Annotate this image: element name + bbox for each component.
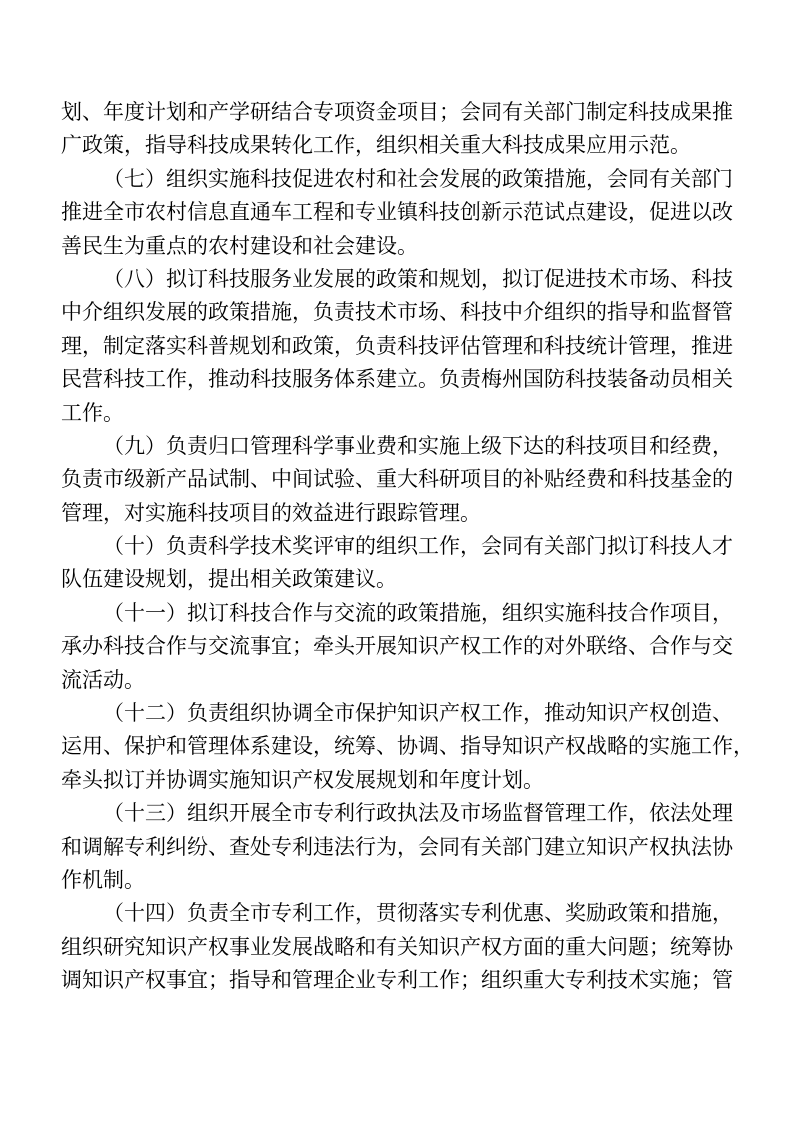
text-line: 组织研究知识产权事业发展战略和有关知识产权方面的重大问题；统筹协 bbox=[61, 934, 733, 959]
text-line: （十三）组织开展全市专利行政执法及市场监督管理工作，依法处理 bbox=[103, 801, 733, 826]
text-line: （八）拟订科技服务业发展的政策和规划，拟订促进技术市场、科技 bbox=[103, 266, 733, 291]
text-line: 流活动。 bbox=[61, 667, 145, 692]
text-line: （十四）负责全市专利工作，贯彻落实专利优惠、奖励政策和措施， bbox=[103, 901, 733, 926]
paragraph bbox=[61, 163, 733, 263]
text-line: 工作。 bbox=[61, 400, 124, 425]
paragraph bbox=[61, 797, 733, 897]
text-line: 理，制定落实科普规划和政策，负责科技评估管理和科技统计管理，推进 bbox=[61, 333, 733, 358]
paragraph bbox=[61, 697, 754, 797]
paragraph bbox=[61, 597, 733, 697]
text-line: 善民生为重点的农村建设和社会建设。 bbox=[61, 233, 418, 258]
text-line: （十）负责科学技术奖评审的组织工作，会同有关部门拟订科技人才 bbox=[103, 534, 733, 559]
text-line: 推进全市农村信息直通车工程和专业镇科技创新示范试点建设，促进以改 bbox=[61, 200, 733, 225]
text-line: （九）负责归口管理科学事业费和实施上级下达的科技项目和经费， bbox=[103, 433, 733, 458]
text-line: 广政策，指导科技成果转化工作，组织相关重大科技成果应用示范。 bbox=[61, 133, 691, 158]
text-line: （十二）负责组织协调全市保护知识产权工作，推动知识产权创造、 bbox=[103, 701, 733, 726]
text-line: （十一）拟订科技合作与交流的政策措施，组织实施科技合作项目， bbox=[103, 600, 733, 625]
paragraph bbox=[61, 530, 733, 597]
text-line: 管理，对实施科技项目的效益进行跟踪管理。 bbox=[61, 500, 481, 525]
text-line: 作机制。 bbox=[61, 867, 145, 892]
text-line: 中介组织发展的政策措施，负责技术市场、科技中介组织的指导和监督管 bbox=[61, 300, 733, 325]
text-line: （七）组织实施科技促进农村和社会发展的政策措施，会同有关部门 bbox=[103, 166, 733, 191]
text-line: 运用、保护和管理体系建设，统筹、协调、指导知识产权战略的实施工作， bbox=[61, 734, 754, 759]
text-line: 民营科技工作，推动科技服务体系建立。负责梅州国防科技装备动员相关 bbox=[61, 367, 733, 392]
text-line: 队伍建设规划，提出相关政策建议。 bbox=[61, 567, 397, 592]
paragraph bbox=[61, 263, 733, 430]
paragraph bbox=[61, 96, 733, 163]
text-line: 和调解专利纠纷、查处专利违法行为，会同有关部门建立知识产权执法协 bbox=[61, 834, 733, 859]
text-line: 牵头拟订并协调实施知识产权发展规划和年度计划。 bbox=[61, 767, 544, 792]
text-line: 负责市级新产品试制、中间试验、重大科研项目的补贴经费和科技基金的 bbox=[61, 467, 733, 492]
text-line: 承办科技合作与交流事宜；牵头开展知识产权工作的对外联络、合作与交 bbox=[61, 634, 733, 659]
paragraph bbox=[61, 430, 733, 530]
text-line: 划、年度计划和产学研结合专项资金项目；会同有关部门制定科技成果推 bbox=[61, 100, 733, 124]
paragraph bbox=[61, 897, 733, 997]
document-body bbox=[61, 96, 754, 998]
text-line: 调知识产权事宜；指导和管理企业专利工作；组织重大专利技术实施；管 bbox=[61, 968, 733, 993]
